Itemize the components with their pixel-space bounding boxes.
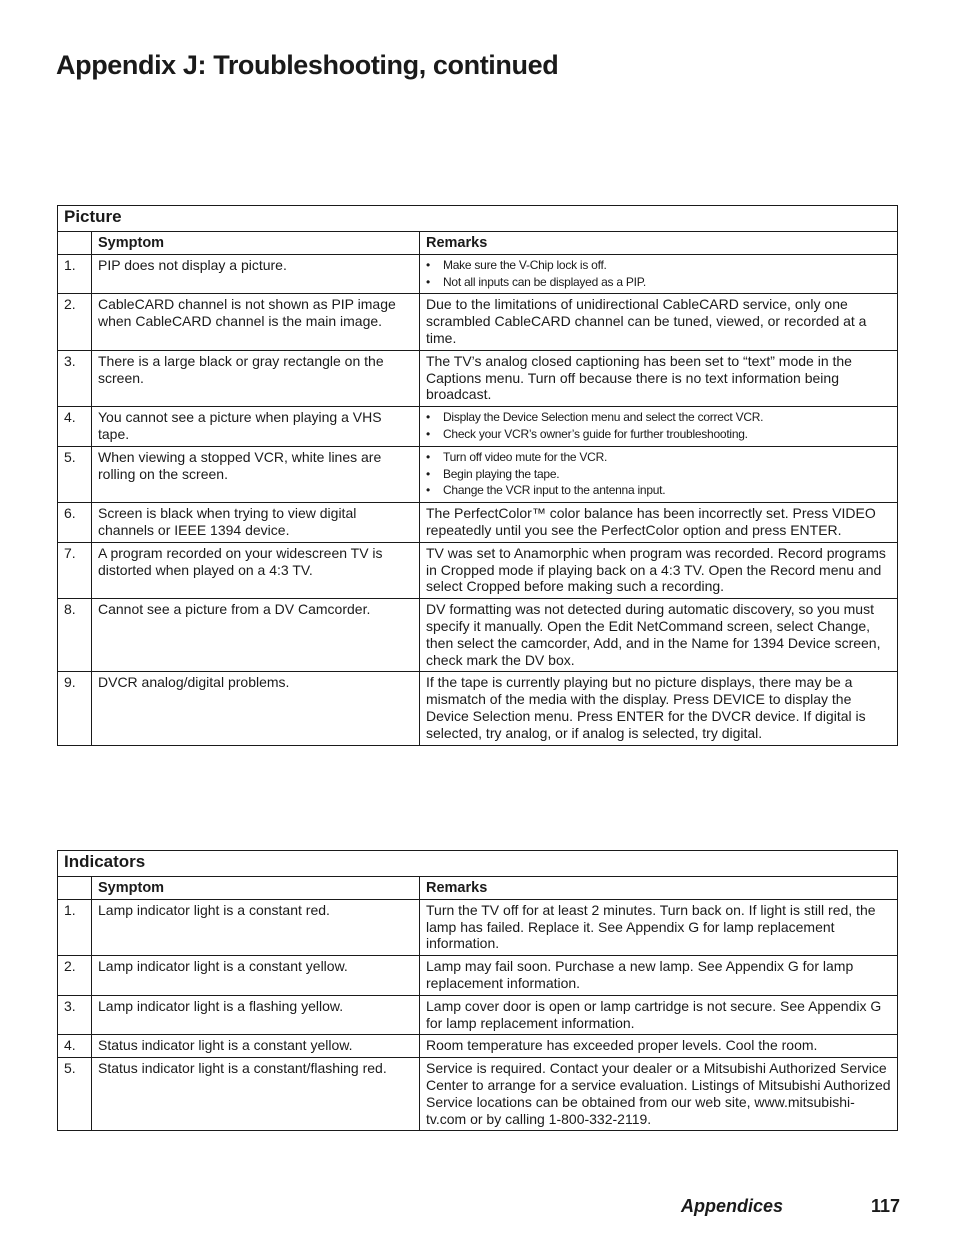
remarks-cell: The PerfectColor™ color balance has been incorrectly set. Press VIDEO repeatedly until you see the PerfectColor option and press ENTER. xyxy=(420,503,898,543)
remarks-cell: If the tape is currently playing but no picture displays, there may be a mismatch of the media with the display. Press DEVICE to display the Device Selection menu. Press ENTER for the DVCR device. If digital is selected, try analog, or if analog is selected, try digital. xyxy=(420,672,898,745)
remarks-cell: TV was set to Anamorphic when program was recorded. Record programs in Cropped mode if playing back on a 4:3 TV. Open the Record menu and select Cropped before making such a recording. xyxy=(420,542,898,598)
remarks-bullet-item: • Not all inputs can be displayed as a PIP. xyxy=(426,274,891,291)
row-number: 5. xyxy=(58,1058,92,1131)
remarks-cell xyxy=(420,446,898,502)
table-row xyxy=(58,294,898,350)
row-number: 2. xyxy=(58,956,92,996)
row-number: 9. xyxy=(58,672,92,745)
row-number: 3. xyxy=(58,350,92,406)
row-number: 4. xyxy=(58,407,92,447)
table-row xyxy=(58,995,898,1035)
row-number: 3. xyxy=(58,995,92,1035)
table-row xyxy=(58,672,898,745)
page-title: Appendix J: Troubleshooting, continued xyxy=(56,50,559,80)
picture-header-row xyxy=(58,232,898,255)
table-row xyxy=(58,350,898,406)
remarks-cell: Turn the TV off for at least 2 minutes. Turn back on. If light is still red, the lamp has failed. Replace it. See Appendix G for lamp replacement information. xyxy=(420,899,898,955)
symptom-cell: DVCR analog/digital problems. xyxy=(92,672,420,745)
symptom-cell: Lamp indicator light is a flashing yellow. xyxy=(92,995,420,1035)
remarks-bullet-item: • Turn off video mute for the VCR. xyxy=(426,449,891,466)
indicators-header-row xyxy=(58,877,898,900)
footer-page-number: 117 xyxy=(871,1196,901,1216)
remarks-cell xyxy=(420,254,898,294)
table-row xyxy=(58,503,898,543)
remarks-bullet-item: • Check your VCR’s owner’s guide for further troubleshooting. xyxy=(426,426,891,443)
indicators-section-title-row xyxy=(58,851,898,877)
remarks-bullet-list xyxy=(426,409,891,443)
remarks-cell: Due to the limitations of unidirectional CableCARD service, only one scrambled CableCARD channel can be tuned, viewed, or recorded at a time. xyxy=(420,294,898,350)
remarks-bullet-item: • Display the Device Selection menu and select the correct VCR. xyxy=(426,409,891,426)
table-row xyxy=(58,1035,898,1058)
symptom-cell: Cannot see a picture from a DV Camcorder. xyxy=(92,599,420,672)
table-row xyxy=(58,1058,898,1131)
symptom-cell: You cannot see a picture when playing a VHS tape. xyxy=(92,407,420,447)
symptom-column-header: Symptom xyxy=(92,877,420,900)
remarks-cell: Service is required. Contact your dealer or a Mitsubishi Authorized Service Center to arrange for a service evaluation. Listings of Mitsubishi Authorized Service locations can be obtained from our web site, www.mitsubishi-tv.com or by calling 1-800-332-2119. xyxy=(420,1058,898,1131)
symptom-cell: A program recorded on your widescreen TV is distorted when played on a 4:3 TV. xyxy=(92,542,420,598)
row-number: 5. xyxy=(58,446,92,502)
remarks-column-header: Remarks xyxy=(420,877,898,900)
table-row xyxy=(58,254,898,294)
row-number: 6. xyxy=(58,503,92,543)
symptom-cell: There is a large black or gray rectangle on the screen. xyxy=(92,350,420,406)
row-number: 7. xyxy=(58,542,92,598)
symptom-cell: Lamp indicator light is a constant yellow. xyxy=(92,956,420,996)
row-number: 2. xyxy=(58,294,92,350)
indicators-section-title: Indicators xyxy=(58,851,898,877)
remarks-cell: DV formatting was not detected during automatic discovery, so you must specify it manually. Open the Edit NetCommand screen, select Change, then select the camcorder, Add, and in the Name for 1394 Device screen, check mark the DV box. xyxy=(420,599,898,672)
remarks-column-header: Remarks xyxy=(420,232,898,255)
symptom-cell: Lamp indicator light is a constant red. xyxy=(92,899,420,955)
remarks-bullet-item: • Begin playing the tape. xyxy=(426,466,891,483)
symptom-cell: CableCARD channel is not shown as PIP image when CableCARD channel is the main image. xyxy=(92,294,420,350)
table-row xyxy=(58,599,898,672)
symptom-column-header: Symptom xyxy=(92,232,420,255)
number-column-header xyxy=(58,232,92,255)
symptom-cell: Status indicator light is a constant yellow. xyxy=(92,1035,420,1058)
table-row xyxy=(58,407,898,447)
number-column-header xyxy=(58,877,92,900)
remarks-cell: Lamp may fail soon. Purchase a new lamp. See Appendix G for lamp replacement information. xyxy=(420,956,898,996)
row-number: 4. xyxy=(58,1035,92,1058)
picture-section-title-row xyxy=(58,206,898,232)
row-number: 1. xyxy=(58,899,92,955)
footer-section-name: Appendices xyxy=(681,1196,784,1216)
remarks-bullet-item: • Change the VCR input to the antenna input. xyxy=(426,482,891,499)
table-row xyxy=(58,956,898,996)
row-number: 8. xyxy=(58,599,92,672)
remarks-cell: Lamp cover door is open or lamp cartridge is not secure. See Appendix G for lamp replacement information. xyxy=(420,995,898,1035)
table-row xyxy=(58,446,898,502)
symptom-cell: PIP does not display a picture. xyxy=(92,254,420,294)
remarks-cell xyxy=(420,407,898,447)
symptom-cell: Status indicator light is a constant/flashing red. xyxy=(92,1058,420,1131)
table-row xyxy=(58,899,898,955)
remarks-bullet-list xyxy=(426,257,891,291)
remarks-bullet-item: • Make sure the V-Chip lock is off. xyxy=(426,257,891,274)
indicators-troubleshooting-table xyxy=(57,850,898,1131)
picture-troubleshooting-table xyxy=(57,205,898,746)
remarks-cell: The TV’s analog closed captioning has been set to “text” mode in the Captions menu. Turn off because there is no text information being broadcast. xyxy=(420,350,898,406)
symptom-cell: Screen is black when trying to view digital channels or IEEE 1394 device. xyxy=(92,503,420,543)
symptom-cell: When viewing a stopped VCR, white lines are rolling on the screen. xyxy=(92,446,420,502)
row-number: 1. xyxy=(58,254,92,294)
picture-section-title: Picture xyxy=(58,206,898,232)
remarks-bullet-list xyxy=(426,449,891,499)
table-row xyxy=(58,542,898,598)
remarks-cell: Room temperature has exceeded proper levels. Cool the room. xyxy=(420,1035,898,1058)
